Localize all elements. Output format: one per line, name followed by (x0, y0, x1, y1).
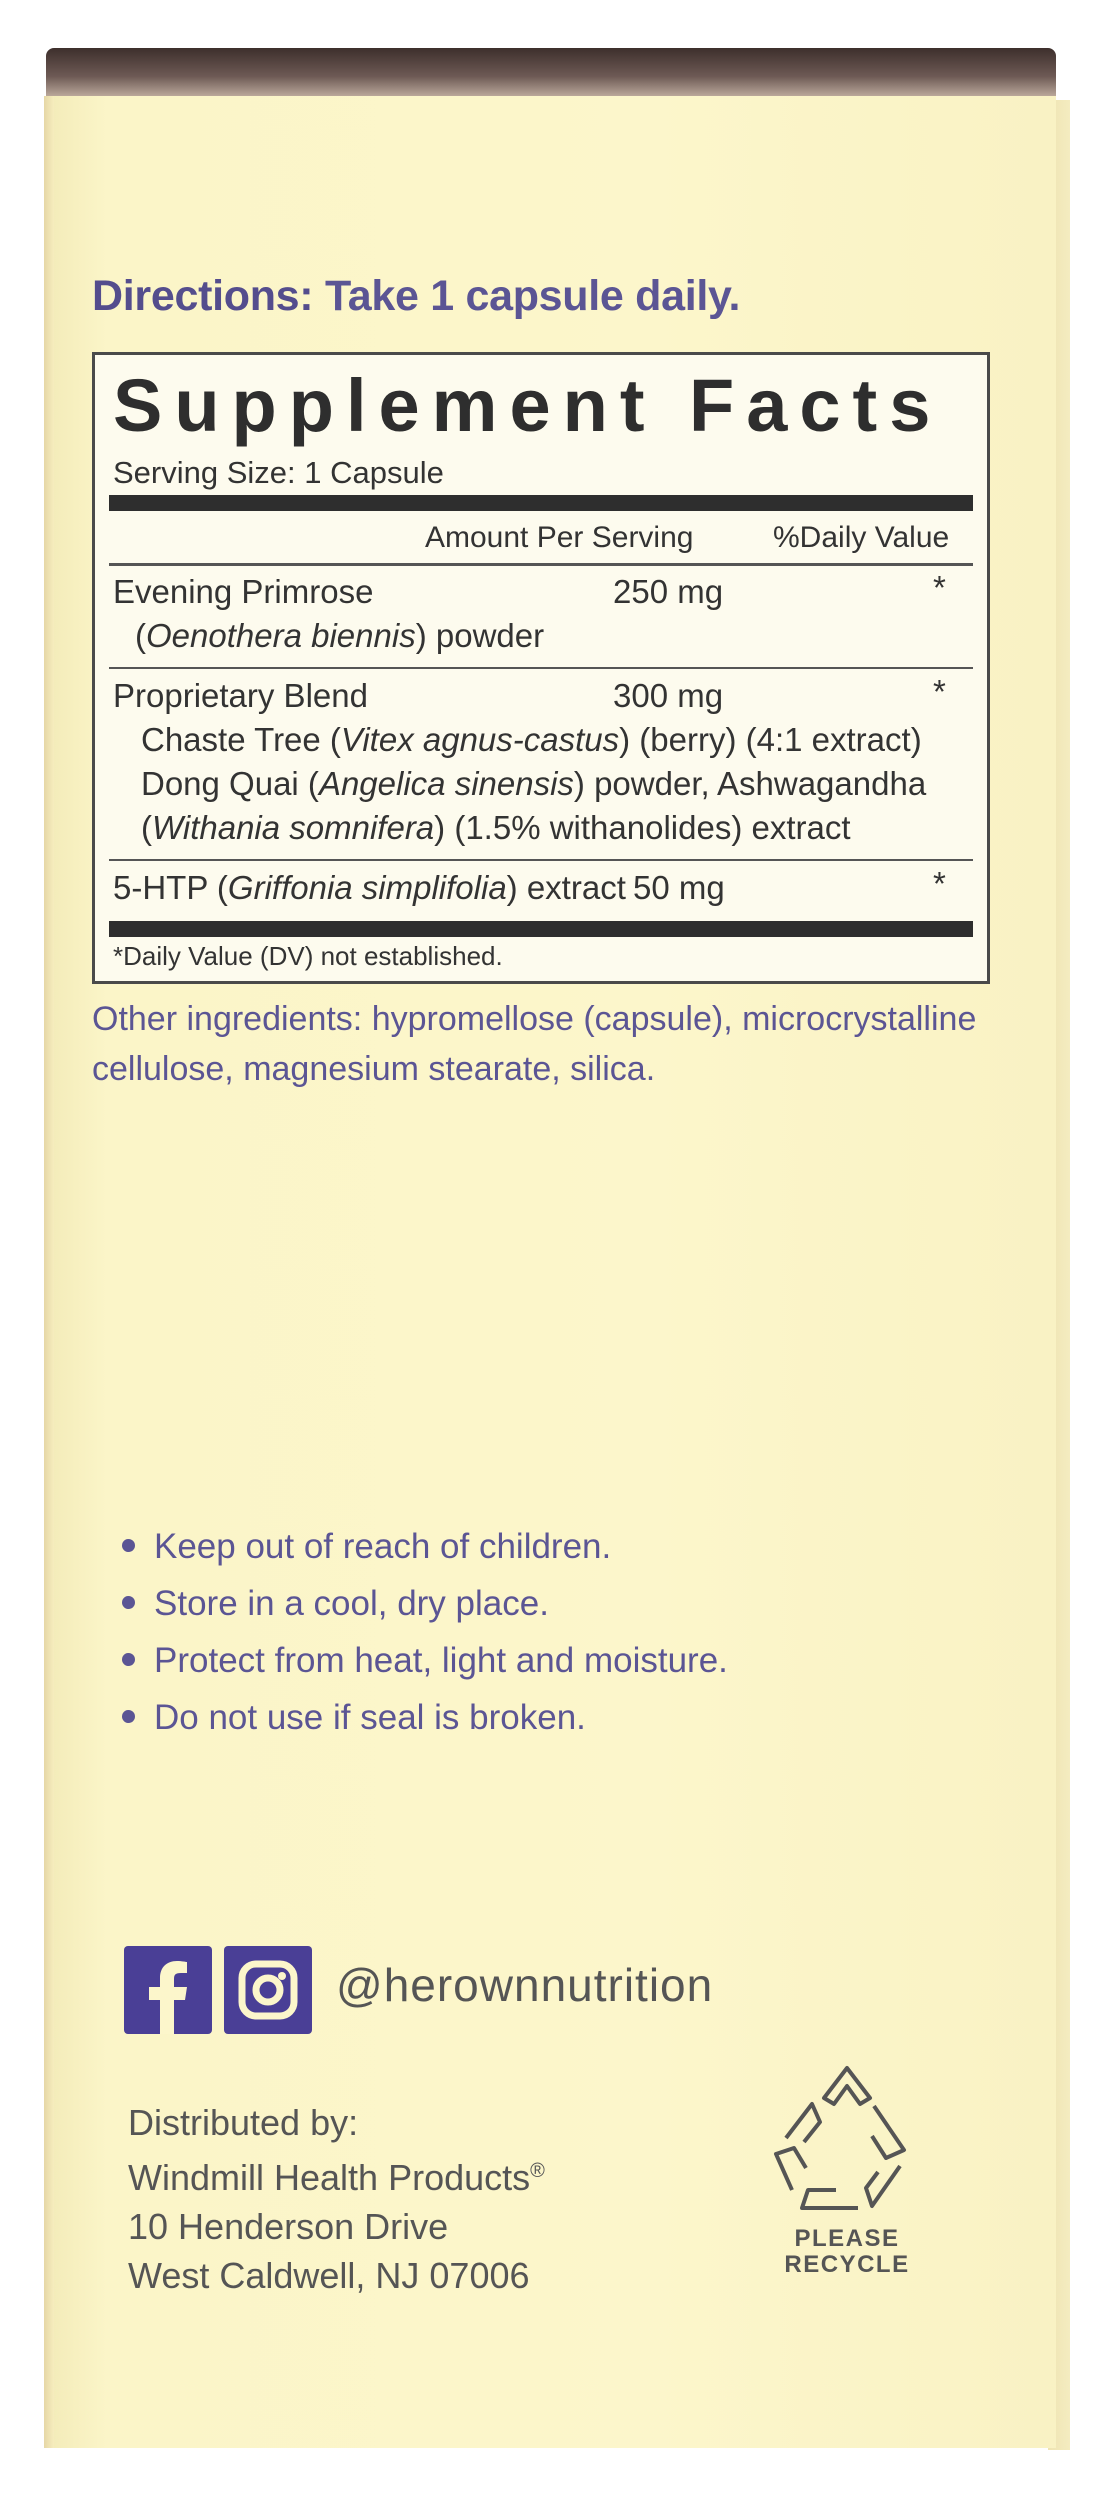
warning-item: Keep out of reach of children. (122, 1518, 728, 1575)
bullet-icon (122, 1596, 135, 1609)
row-dv: * (933, 865, 946, 902)
thick-rule (109, 495, 973, 511)
row-name: 5-HTP (Griffonia simplifolia) extract (113, 869, 626, 906)
rule (109, 563, 973, 566)
recycle-badge (762, 2058, 932, 2288)
serving-size: Serving Size: 1 Capsule (113, 455, 444, 490)
bullet-icon (122, 1653, 135, 1666)
row-sub: (Oenothera biennis) powder (135, 617, 545, 654)
bullet-icon (122, 1710, 135, 1723)
amount-header: Amount Per Serving (425, 521, 694, 554)
directions-text: Take 1 capsule daily. (324, 272, 741, 320)
other-ingredients: Other ingredients: hypromellose (capsule), microcrystalline cellulose, magnesium stearate, silica. (92, 1000, 977, 1088)
dv-header: %Daily Value (773, 521, 950, 554)
distributor-address (128, 2098, 545, 2300)
row-amount: 50 mg (633, 869, 725, 906)
instagram-icon (224, 1946, 312, 2034)
recycle-icon (762, 2058, 932, 2218)
recycle-label: PLEASE RECYCLE (784, 2225, 910, 2278)
box-top-flap (46, 48, 1056, 100)
distributor-line: Windmill Health Products® (128, 2157, 545, 2198)
row-name: Proprietary Blend (113, 677, 368, 714)
directions-label: Directions: (92, 272, 314, 320)
rule (109, 859, 973, 861)
row-amount: 250 mg (613, 573, 724, 610)
row-dv: * (933, 569, 946, 606)
thick-rule (109, 921, 973, 937)
rule (109, 667, 973, 669)
box-left-edge (44, 96, 54, 2448)
distributor-line: West Caldwell, NJ 07006 (128, 2255, 530, 2296)
distributor-line: 10 Henderson Drive (128, 2206, 449, 2247)
supplement-facts-panel (92, 352, 990, 984)
social-handle: @herownnutrition (336, 1959, 714, 2011)
bullet-icon (122, 1539, 135, 1552)
warnings-list (122, 1518, 728, 1746)
warning-item: Store in a cool, dry place. (122, 1575, 728, 1632)
blend-line: Dong Quai (Angelica sinensis) powder, Ashwagandha (141, 765, 927, 802)
warning-item: Do not use if seal is broken. (122, 1689, 728, 1746)
row-dv: * (933, 673, 946, 710)
distributor-line: Distributed by: (128, 2102, 359, 2143)
supplement-facts-title: Supplement Facts (113, 364, 943, 447)
facebook-icon (124, 1946, 212, 2034)
warning-item: Protect from heat, light and moisture. (122, 1632, 728, 1689)
row-name: Evening Primrose (113, 573, 374, 610)
row-amount: 300 mg (613, 677, 724, 714)
dv-footnote: *Daily Value (DV) not established. (113, 941, 503, 971)
blend-line: (Withania somnifera) (1.5% withanolides) extract (141, 809, 851, 846)
directions (92, 272, 740, 321)
blend-line: Chaste Tree (Vitex agnus-castus) (berry) (4:1 extract) (141, 721, 922, 758)
